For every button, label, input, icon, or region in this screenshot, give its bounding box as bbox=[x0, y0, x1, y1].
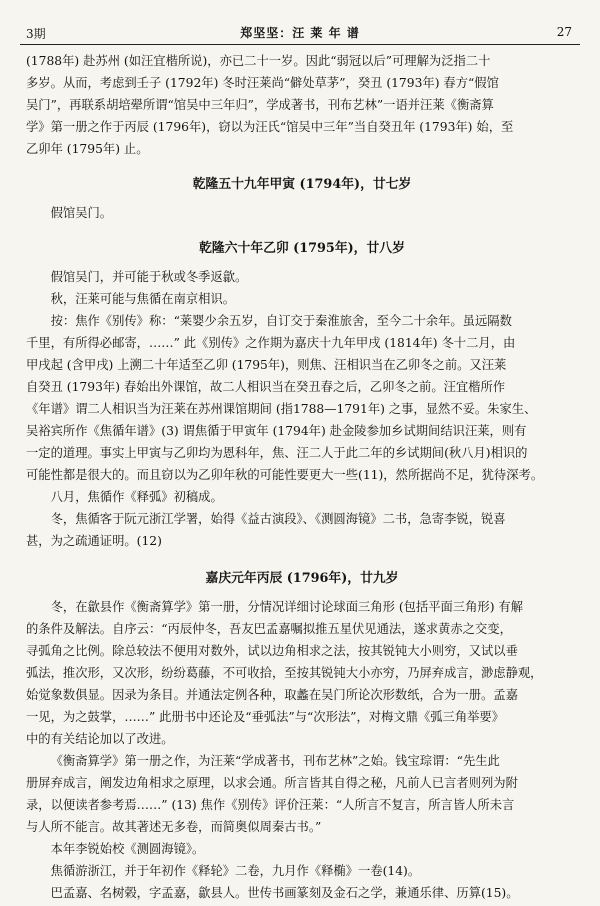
text-line: 可能性都是很大的。而且窃以为乙卯年秋的可能性要更大一些(11)，然所据尚不足，犹待深考。 bbox=[26, 468, 544, 482]
page-number: 27 bbox=[556, 25, 572, 39]
text-line: 始觉象数俱显。因录为条目。并通法定例各种，取蠡在吴门所论次形数纸，合为一册。孟嘉 bbox=[26, 688, 518, 702]
text-line: 册屏弃成言，阐发边角相求之原理，以求会通。所言皆其自得之秘，凡前人已言者则列为附 bbox=[26, 776, 518, 790]
text-line: 录，以便读者参考焉……” (13) 焦作《别传》评价汪莱：“人所言不复言，所言皆人所未言 bbox=[26, 798, 515, 812]
paragraph bbox=[26, 508, 578, 552]
text-line: 按：焦作《别传》称：“莱婴少余五岁，自订交于秦淮旅舍，至今二十余年。虽远隔数 bbox=[50, 314, 512, 328]
text-line: 中的有关结论加以了改进。 bbox=[26, 732, 174, 746]
text-line: 一定的道理。事实上甲寅与乙卯均为恩科年，焦、汪二人于此二年的乡试期间(秋八月)相识的 bbox=[26, 446, 528, 460]
text-line: 冬，焦循客于阮元浙江学署，始得《益古演段》、《测圆海镜》二书，急寄李锐，锐喜 bbox=[50, 512, 506, 526]
text-line: 本年李锐始校《测圆海镜》。 bbox=[50, 842, 205, 856]
text-line: 假馆吴门。 bbox=[50, 206, 113, 220]
text-line: 吴门”，再联系胡培翚所谓“馆吴中三年归”，学成著书，刊布艺林”一语并汪莱《衡斋算 bbox=[26, 98, 494, 112]
text-line: 自癸丑 (1793年) 春始出外课馆，故二人相识当在癸丑春之后，乙卯冬之前。汪宜楷所作 bbox=[26, 380, 506, 394]
header-rule bbox=[20, 44, 580, 45]
paragraph bbox=[26, 486, 578, 508]
text-line: 一见，为之鼓掌，……” 此册书中还论及“垂弧法”与“次形法”，对梅文鼎《弧三角举要》 bbox=[26, 710, 505, 724]
text-line: 寻弧角之比例。除总较法不便用对数外，试以边角相求之法，按其锐钝大小则穷，又试以垂 bbox=[26, 644, 518, 658]
text-line: 八月，焦循作《释弧》初稿成。 bbox=[50, 490, 223, 504]
text-line: 学》第一册之作于丙辰 (1796年)，窃以为汪氏“馆吴中三年”当自癸丑年 (1793年) 始，至 bbox=[26, 120, 514, 134]
text-line: 弧法，推次形，又次形，纷纷葛藤，不可收拾，至按其锐钝大小亦穷，乃屏弃成言，渺虑静观， bbox=[26, 666, 543, 680]
year-heading-1795: 乾隆六十年乙卯 (1795年)，廿八岁 bbox=[199, 241, 405, 256]
paragraph bbox=[26, 288, 578, 310]
text-line: 多岁。从而，考虑到壬子 (1792年) 冬时汪莱尚“僻处草茅”，癸丑 (1793年) 春方“假馆 bbox=[26, 76, 499, 90]
paragraph bbox=[26, 882, 578, 904]
paragraph bbox=[26, 202, 578, 224]
paragraph bbox=[26, 838, 578, 860]
text-line: 甚，为之疏通证明。(12) bbox=[26, 534, 162, 548]
paragraph bbox=[26, 266, 578, 288]
paragraph bbox=[26, 596, 578, 750]
text-line: 冬，在歙县作《衡斋算学》第一册，分情况详细讨论球面三角形 (包括平面三角形) 有解 bbox=[50, 600, 523, 614]
paragraph bbox=[26, 750, 578, 838]
year-heading-1796: 嘉庆元年丙辰 (1796年)，廿九岁 bbox=[205, 571, 399, 586]
text-line: 甲戌起 (含甲戌) 上溯二十年适至乙卯 (1795年)，则焦、汪相识当在乙卯冬之前。又汪莱 bbox=[26, 358, 507, 372]
text-line: 《衡斋算学》第一册之作，为汪莱“学成著书，刊布艺林”之始。钱宝琮谓：“先生此 bbox=[50, 754, 500, 768]
paragraph bbox=[26, 860, 578, 882]
intro-paragraph bbox=[26, 50, 578, 160]
text-line: 《年谱》谓二人相识当为汪莱在苏州课馆期间 (指1788—1791年) 之事，显然不妥。朱家生、 bbox=[26, 402, 537, 416]
text-line: 假馆吴门，并可能于秋或冬季返歙。 bbox=[50, 270, 248, 284]
issue-number: 3期 bbox=[26, 27, 46, 41]
text-line: 千里，有所得必邮寄，……” 此《别传》之作期为嘉庆十九年甲戌 (1814年) 冬十二月，由 bbox=[26, 336, 516, 350]
text-line: 吴裕宾所作《焦循年谱》(3) 谓焦循于甲寅年 (1794年) 赴金陵参加乡试期间结识汪莱，则有 bbox=[26, 424, 527, 438]
text-line: 的条件及解法。自序云：“丙辰仲冬，吾友巴孟嘉嘱拟推五星伏见通法，遂求黄赤之交变， bbox=[26, 622, 512, 636]
text-line: 焦循游浙江，并于年初作《释轮》二卷，九月作《释椭》一卷(14)。 bbox=[50, 864, 421, 878]
article-body bbox=[26, 50, 578, 904]
text-line: 与人所不能言。故其著述无多卷，而简奥似周秦古书。” bbox=[26, 820, 322, 834]
text-line: 秋，汪莱可能与焦循在南京相识。 bbox=[50, 292, 236, 306]
year-heading-1794: 乾隆五十九年甲寅 (1794年)，廿七岁 bbox=[192, 177, 412, 192]
note-paragraph bbox=[26, 310, 578, 486]
page-header bbox=[20, 22, 580, 42]
text-line: 乙卯年 (1795年) 止。 bbox=[26, 142, 149, 156]
text-line: 巴孟嘉、名树榖，字孟嘉，歙县人。世传书画篆刻及金石之学，兼通乐律、历算(15)。 bbox=[50, 886, 519, 900]
running-title: 郑坚坚：汪 莱 年 谱 bbox=[240, 26, 360, 40]
text-line: (1788年) 赴苏州 (如汪宜楷所说)，亦已二十一岁。因此“弱冠以后”可理解为泛指二十 bbox=[26, 54, 491, 68]
